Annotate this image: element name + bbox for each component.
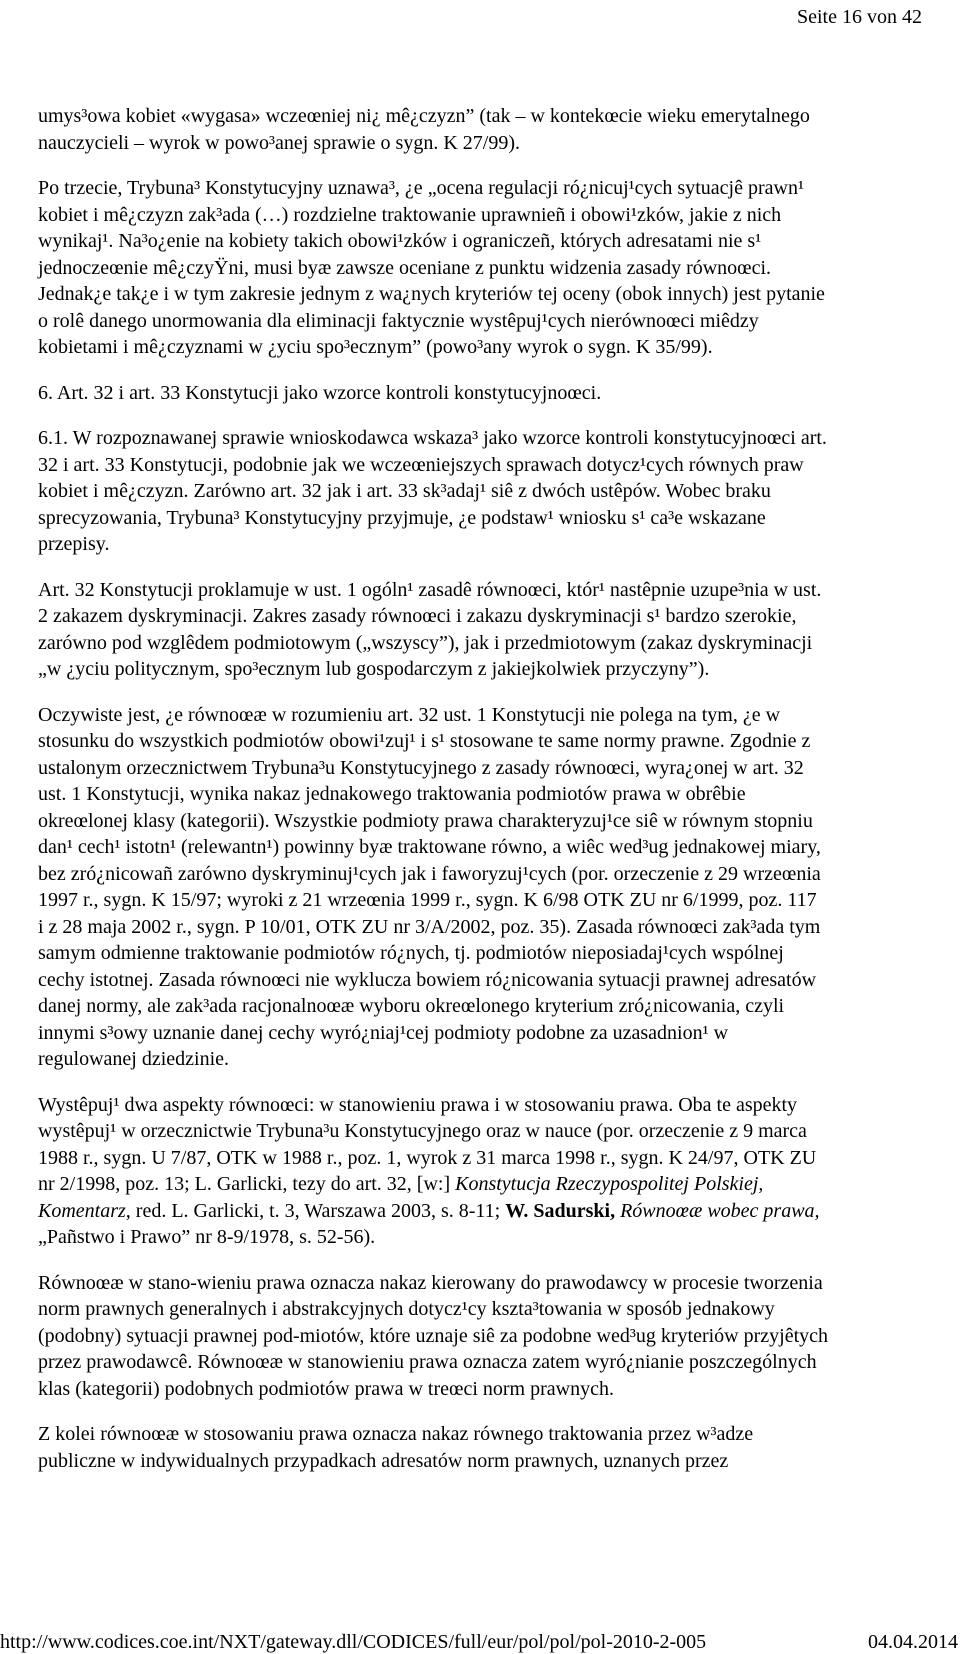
text-line: danej normy, ale zak³ada racjonalnoœæ wyboru okreœlonego kryterium zró¿nicowania, czyli: [38, 995, 785, 1017]
text-line: przepisy.: [38, 533, 110, 555]
text-line: sprecyzowania, Trybuna³ Konstytucyjny przyjmuje, ¿e podstaw¹ wniosku s¹ ca³e wskazane: [38, 506, 766, 529]
text-line: [38, 1092, 938, 1119]
paragraph: [38, 380, 938, 407]
text-line: stosunku do wszystkich podmiotów obowi¹zuj¹ i s¹ stosowane te same normy prawne. Zgodnie z: [38, 730, 811, 752]
text-line: kobietami i mê¿czyznami w ¿yciu spo³ecznym” (powo³any wyrok o sygn. K 35/99).: [38, 336, 713, 358]
text-line: Po trzecie, Trybuna³ Konstytucyjny uznawa³, ¿e „ocena regulacji ró¿nicuj¹cych sytuacjê prawn¹: [38, 177, 804, 199]
text-line: norm prawnych generalnych i abstrakcyjnych dotycz¹cy kszta³towania w sposób jednakowy: [38, 1298, 775, 1320]
text-line: o rolê danego unormowania dla eliminacji faktycznie wystêpuj¹cych nierównoœci miêdzy: [38, 309, 759, 332]
paragraph: [38, 425, 938, 558]
text-run: 1988 r., sygn. U 7/87, OTK w 1988 r., poz. 1, wyrok z 31 marca 1998 r., sygn. K 24/97, OTK ZU: [38, 1146, 817, 1169]
text-run: Wystêpuj¹ dwa aspekty równoœci: w stanowieniu prawa i w stosowaniu prawa. Oba te aspekty: [38, 1093, 798, 1116]
italic-text: Konstytucja Rzeczypospolitej Polskiej,: [455, 1173, 764, 1195]
text-line: nauczycieli – wyrok w powo³anej sprawie o sygn. K 27/99).: [38, 131, 520, 154]
text-line: Art. 32 Konstytucji proklamuje w ust. 1 ogóln¹ zasadê równoœci, któr¹ nastêpnie uzupe³nia w ust.: [38, 578, 822, 601]
text-line: Z kolei równoœæ w stosowaniu prawa oznacza nakaz równego traktowania przez w³adze: [38, 1423, 754, 1445]
text-run: red. L. Garlicki, t. 3, Warszawa 2003, s. 8-11;: [130, 1199, 506, 1222]
paragraph: [38, 175, 938, 361]
text-line: umys³owa kobiet «wygasa» wczeœniej ni¿ mê¿czyzn” (tak – w kontekœcie wieku emerytalnego: [38, 105, 810, 127]
text-line: przez prawodawcê. Równoœæ w stanowieniu prawa oznacza zatem wyró¿nianie poszczególnych: [38, 1351, 817, 1373]
text-line: [38, 1224, 938, 1251]
paragraph: [38, 577, 938, 683]
page-indicator: Seite 16 von 42: [797, 6, 922, 28]
text-line: cechy istotnej. Zasada równoœci nie wyklucza bowiem ró¿nicowania sytuacji prawnej adresatów: [38, 968, 817, 991]
text-line: ust. 1 Konstytucji, wynika nakaz jednakowego traktowania podmiotów prawa w obrêbie: [38, 783, 746, 805]
text-line: kobiet i mê¿czyzn zak³ada (…) rozdzielne traktowanie uprawnieñ i obowi¹zków, jakie z nich: [38, 203, 782, 226]
text-line: Oczywiste jest, ¿e równoœæ w rozumieniu art. 32 ust. 1 Konstytucji nie polega na tym, ¿e w: [38, 703, 781, 726]
text-line: 6. Art. 32 i art. 33 Konstytucji jako wzorce kontroli konstytucyjnoœci.: [38, 381, 602, 404]
text-line: (podobny) sytuacji prawnej pod-miotów, które uznaje siê za podobne wed³ug kryteriów przyjêtych: [38, 1324, 829, 1347]
text-line: [38, 1118, 938, 1145]
text-line: 6.1. W rozpoznawanej sprawie wnioskodawca wskaza³ jako wzorce kontroli konstytucyjnoœci art.: [38, 427, 827, 449]
paragraph: [38, 1421, 938, 1474]
text-run: nr 2/1998, poz. 13; L. Garlicki, tezy do art. 32, [w:]: [38, 1173, 456, 1195]
italic-text: Komentarz,: [38, 1199, 131, 1222]
text-line: okreœlonej klasy (kategorii). Wszystkie podmioty prawa charakteryzuj¹ce siê w równym stopniu: [38, 809, 813, 832]
paragraph: [38, 1092, 938, 1251]
text-line: publiczne w indywidualnych przypadkach adresatów norm prawnych, uznanych przez: [38, 1449, 729, 1472]
text-line: „w ¿yciu politycznym, spo³ecznym lub gospodarczym z jakiejkolwiek przyczyny”).: [38, 658, 710, 680]
text-line: 32 i art. 33 Konstytucji, podobnie jak we wczeœniejszych sprawach dotycz¹cych równych praw: [38, 453, 804, 476]
text-line: 2 zakazem dyskryminacji. Zakres zasady równoœci i zakazu dyskryminacji s¹ bardzo szerokie,: [38, 605, 797, 627]
text-line: wynikaj¹. Na³o¿enie na kobiety takich obowi¹zków i ograniczeñ, których adresatami nie s¹: [38, 230, 762, 252]
paragraph: [38, 103, 938, 156]
footer-url[interactable]: http://www.codices.coe.int/NXT/gateway.dll/CODICES/full/eur/pol/pol/pol-2010-2-005: [0, 1631, 707, 1653]
text-line: klas (kategorii) podobnych podmiotów prawa w treœci norm prawnych.: [38, 1377, 614, 1400]
text-line: dan¹ cech¹ istotn¹ (relewantn¹) powinny byæ traktowane równo, a wiêc wed³ug jednakowej miary,: [38, 836, 821, 858]
bold-text: W. Sadurski,: [505, 1199, 616, 1222]
text-line: i z 28 maja 2002 r., sygn. P 10/01, OTK ZU nr 3/A/2002, poz. 35). Zasada równoœci zak³ada tym: [38, 915, 821, 938]
text-line: [38, 1171, 938, 1198]
text-line: 1997 r., sygn. K 15/97; wyroki z 21 wrzeœnia 1999 r., sygn. K 6/98 OTK ZU nr 6/1999, poz. 117: [38, 889, 817, 911]
page-header: [797, 5, 922, 29]
text-line: [38, 1145, 938, 1172]
text-run: wystêpuj¹ w orzecznictwie Trybuna³u Konstytucyjnego oraz w nauce (por. orzeczenie z 9 marca: [38, 1120, 807, 1142]
text-line: zarówno pod wzglêdem podmiotowym („wszyscy”), jak i przedmiotowym (zakaz dyskryminacji: [38, 631, 813, 654]
italic-text: Równoœæ wobec prawa,: [620, 1199, 820, 1222]
text-line: [38, 1198, 938, 1225]
text-line: ustalonym orzecznictwem Trybuna³u Konstytucyjnego z zasady równoœci, wyra¿onej w art. 32: [38, 756, 804, 779]
text-line: jednoczeœnie mê¿czyŸni, musi byæ zawsze oceniane z punktu widzenia zasady równoœci.: [38, 256, 772, 279]
footer-date: 04.04.2014: [868, 1631, 958, 1653]
text-line: bez zró¿nicowañ zarówno dyskryminuj¹cych jak i faworyzuj¹cych (por. orzeczenie z 29 wrzeœnia: [38, 862, 821, 885]
text-line: samym odmienne traktowanie podmiotów ró¿nych, tj. podmiotów nieposiadaj¹cych wspólnej: [38, 942, 784, 964]
text-run: „Pañstwo i Prawo” nr 8-9/1978, s. 52-56).: [38, 1226, 376, 1248]
paragraph: [38, 702, 938, 1073]
text-line: regulowanej dziedzinie.: [38, 1048, 230, 1070]
document-body: [38, 103, 938, 1493]
paragraph: [38, 1270, 938, 1403]
text-line: Równoœæ w stano-wieniu prawa oznacza nakaz kierowany do prawodawcy w procesie tworzenia: [38, 1271, 823, 1294]
text-line: innymi s³owy uznanie danej cechy wyró¿niaj¹cej podmioty podobne za uzasadnion¹ w: [38, 1021, 729, 1044]
text-line: Jednak¿e tak¿e i w tym zakresie jednym z wa¿nych kryteriów tej oceny (obok innych) jest pytanie: [38, 283, 825, 305]
text-line: kobiet i mê¿czyzn. Zarówno art. 32 jak i art. 33 sk³adaj¹ siê z dwóch ustêpów. Wobec braku: [38, 480, 771, 502]
